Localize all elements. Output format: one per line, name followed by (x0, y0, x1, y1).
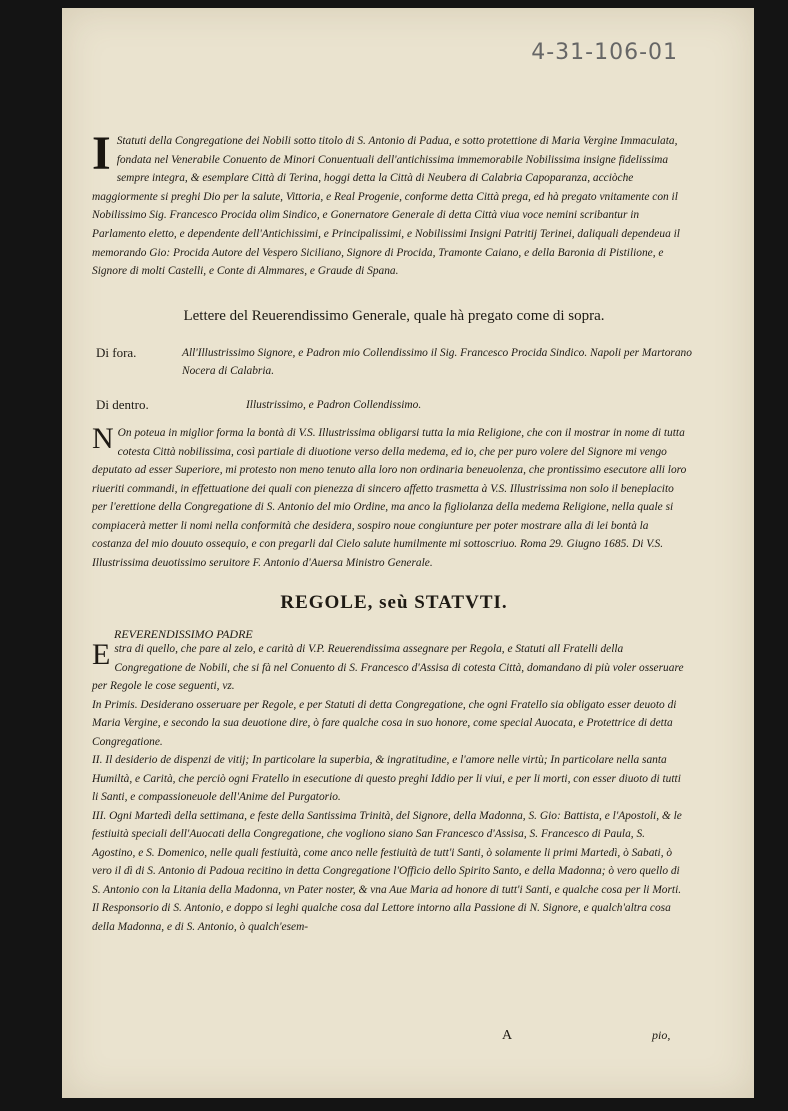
signature-mark: A (502, 1028, 513, 1043)
letter-heading: Lettere del Reuerendissimo Generale, quale hà pregato come di sopra. (183, 308, 605, 324)
intro-initial: I (92, 127, 111, 180)
intro-text: Statuti della Congregatione dei Nobili sotto titolo di S. Antonio di Padua, e sotto protettione di Maria Vergine Immaculata, fondata nel Venerabile Conuento de Minori Conuentuali dell'antichissima immemorabile Nobilissima insigne fidelissima sempre integra, & esemplare Città di Terina, hoggi detta la Città di Neubera di Calabria Capoparanza, acciòche maggiormente si preghi Dio per la salute, Vittoria, e Real Progenie, conforme detta Città prega, ed hà pregato vnitamente con il Nobilissimo Sig. Francesco Procida olim Sindico, e Gonernatore Generale di detta Città viua voce nemini scribantur in Parlamento eletto, e dependente dell'Antichissimi, e Principalissimi, e Nobilissimi Insigni Patritij Terinei, daliquali dependeua il memorando Gio: Procida Autore del Vespero Siciliano, Signore di Procida, Tramonte Caiano, e della Baronia di Pistilione, e Signore di molti Castelli, e Conte di Almmares, e Graude di Spana. (92, 135, 680, 278)
catchword: pio, (652, 1028, 671, 1042)
letter-text: On poteua in miglior forma la bontà di V.S. Illustrissima obligarsi tutta la mia Religione, che con il mostrar in nome di tutta cotesta Città nobilissima, così partiale di diuotione verso della medema, ed io, che per puro volere del Signore mi vengo deputato ad esser Superiore, mi protesto non meno tenuto alla loro non ordinaria beneuolenza, che prontissimo esecutore alli loro riueriti commandi, in effettuatione dei quali con pienezza di sincero affetto trasmetta à V.S. Illustrissima non solo il beneplacito per l'erettione della Congregatione di S. Antonio del mio Ordine, ma anco la figliolanza della medema Religione, nella quale si compiacerà metter li nomi nella conformità che desidera, sospiro noue congiunture per poter mostrare alla di lei bontà la costanza del mio douuto ossequio, e con pregarli dal Cielo salute humilmente mi sottoscriuo. Roma 29. Giugno 1685. Di V.S. Illustrissima deuotissimo seruitore F. Antonio d'Auersa Ministro Generale. (92, 427, 687, 569)
rule-paragraph-ii: II. Il desiderio de dispenzi de vitij; In particolare la superbia, & ingratitudine, e l'amore nelle virtù; In particolare nella santa Humiltà, e Carità, che perciò ogni Fratello in esecutione di questo preghi Iddio per li viui, e per li morti, con esser diuoto di tutti li Santi, e compassioneuole dell'Anime del Purgatorio. (92, 754, 681, 803)
letter-body (92, 424, 690, 572)
address-inside-text: Illustrissimo, e Padron Collendissimo. (246, 399, 422, 411)
rules-address: REVERENDISSIMO PADRE (114, 627, 253, 641)
rule-paragraph-primis: In Primis. Desiderano osseruare per Regole, e per Statuti di detta Congregatione, che ogni Fratello sia obligato esser deuoto di Maria Vergine, e secondo la sua deuotione dire, ò fare qualche cosa in suo honore, come special Auocata, e Protettrice di detta Congregatione. (92, 698, 677, 748)
rules-initial: E (92, 638, 111, 671)
rules-body (92, 640, 690, 936)
letter-initial: N (92, 422, 114, 455)
rule-paragraph-iii: III. Ogni Martedì della settimana, e feste della Santissima Trinità, del Signore, della Madonna, S. Gio: Battista, e l'Apostoli, & le festiuità speciali dell'Auocati della Congregatione, che vogliono siano San Francesco d'Assisa, S. Francesco di Paula, S. Agostino, e S. Domenico, nelle quali festiuità, come anco nelle festiuità de tutt'i Santi, ò solamente li primi Martedì, ò Sabati, ò vero il dì di S. Antonio di Padoua recitino in detta Congregatione l'Officio dello Spirito Santo, e della Madonna; ò vero quello di S. Antonio con la Litania della Madonna, vn Pater noster, & vna Aue Maria ad honore di tutt'i Santi, e qualche cosa per li Morti. Il Responsorio di S. Antonio, e doppo si leghi qualche cosa dal Lettore intorno alla Passione di N. Signore, e qualch'altra cosa della Madonna, e di S. Antonio, ò qualch'esem- (92, 809, 682, 933)
intro-paragraph (92, 127, 690, 281)
shelfmark: 4-31-106-01 (531, 40, 678, 65)
address-outside-label: Di fora. (96, 345, 137, 360)
rules-heading: REGOLE, seù STATVTI. (280, 592, 508, 613)
rule-paragraph-intro: stra di quello, che pare al zelo, e carità di V.P. Reuerendissima assegnare per Regola, e Statuti all Fratelli della Congregatione de Nobili, che si fà nel Conuento di S. Francesco d'Assisa di cotesta Città, domandano di più voler osseruare per Regole le cose seguenti, vz. (92, 643, 684, 692)
address-inside-label: Di dentro. (96, 397, 149, 412)
address-outside-text: All'Illustrissimo Signore, e Padron mio Collendissimo il Sig. Francesco Procida Sindico. Napoli per Martorano Nocera di Calabria. (182, 347, 692, 377)
